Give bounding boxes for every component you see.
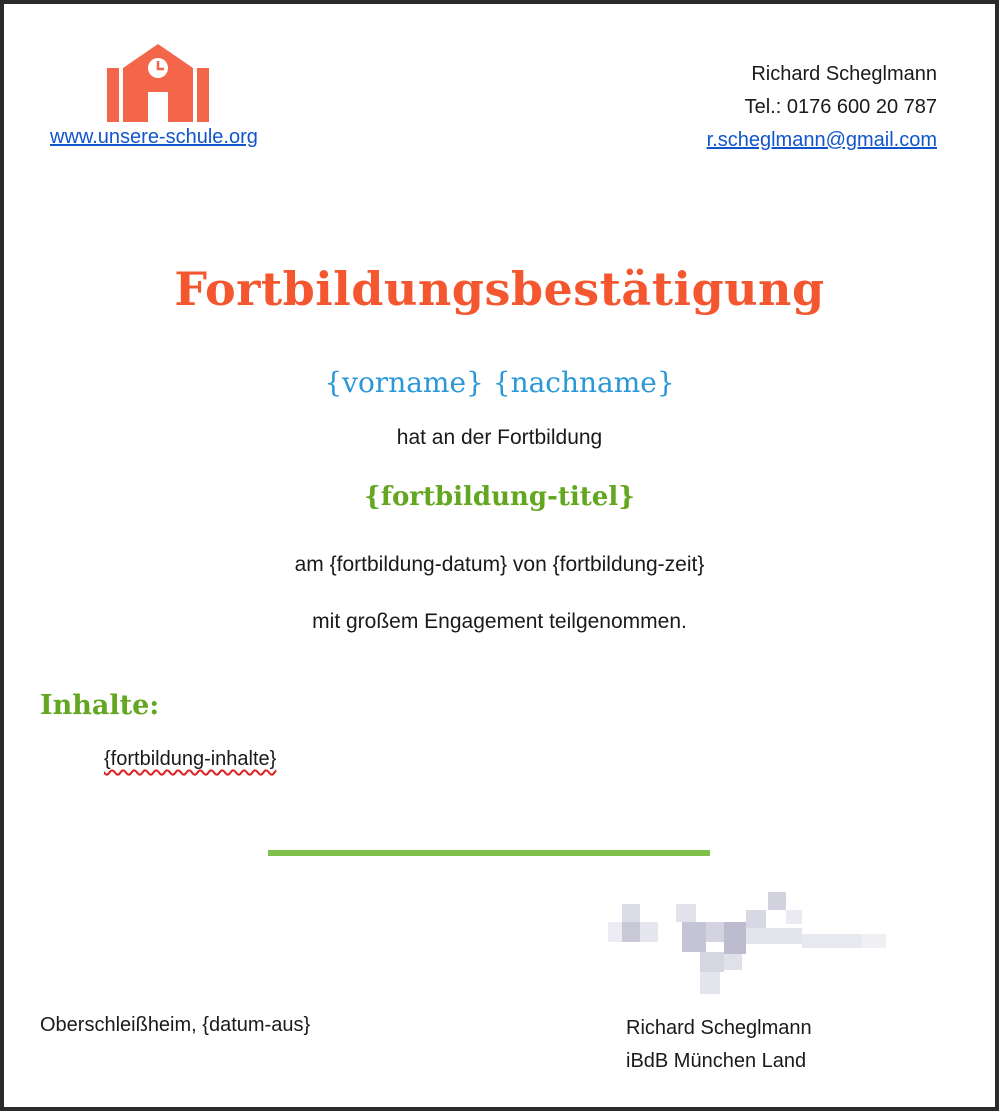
signer-organization: iBdB München Land (626, 1050, 807, 1072)
contents-body: {fortbildung-inhalte} (104, 748, 277, 770)
date-line: am {fortbildung-datum} von {fortbildung-zeit} (294, 553, 705, 576)
contact-name: Richard Scheglmann (751, 63, 937, 85)
school-clock-icon (107, 44, 209, 122)
signature-image (600, 882, 890, 1002)
intro-line: hat an der Fortbildung (396, 426, 603, 449)
signer-name: Richard Scheglmann (626, 1017, 812, 1039)
contents-heading: Inhalte: (40, 690, 160, 721)
place-date: Oberschleißheim, {datum-aus} (40, 1014, 311, 1036)
contact-email-link[interactable]: r.scheglmann@gmail.com (706, 129, 937, 151)
participant-name: {vorname} {nachname} (324, 366, 675, 399)
outro-line: mit großem Engagement teilgenommen. (312, 610, 687, 633)
divider-line (268, 850, 710, 856)
contact-phone: Tel.: 0176 600 20 787 (744, 96, 937, 118)
signer-block (626, 1012, 812, 1078)
contact-block (707, 58, 937, 157)
document-page (4, 4, 995, 1107)
course-title: {fortbildung-titel} (364, 482, 635, 512)
school-website-link[interactable]: www.unsere-schule.org (50, 126, 258, 148)
document-title: Fortbildungsbestätigung (174, 262, 825, 316)
